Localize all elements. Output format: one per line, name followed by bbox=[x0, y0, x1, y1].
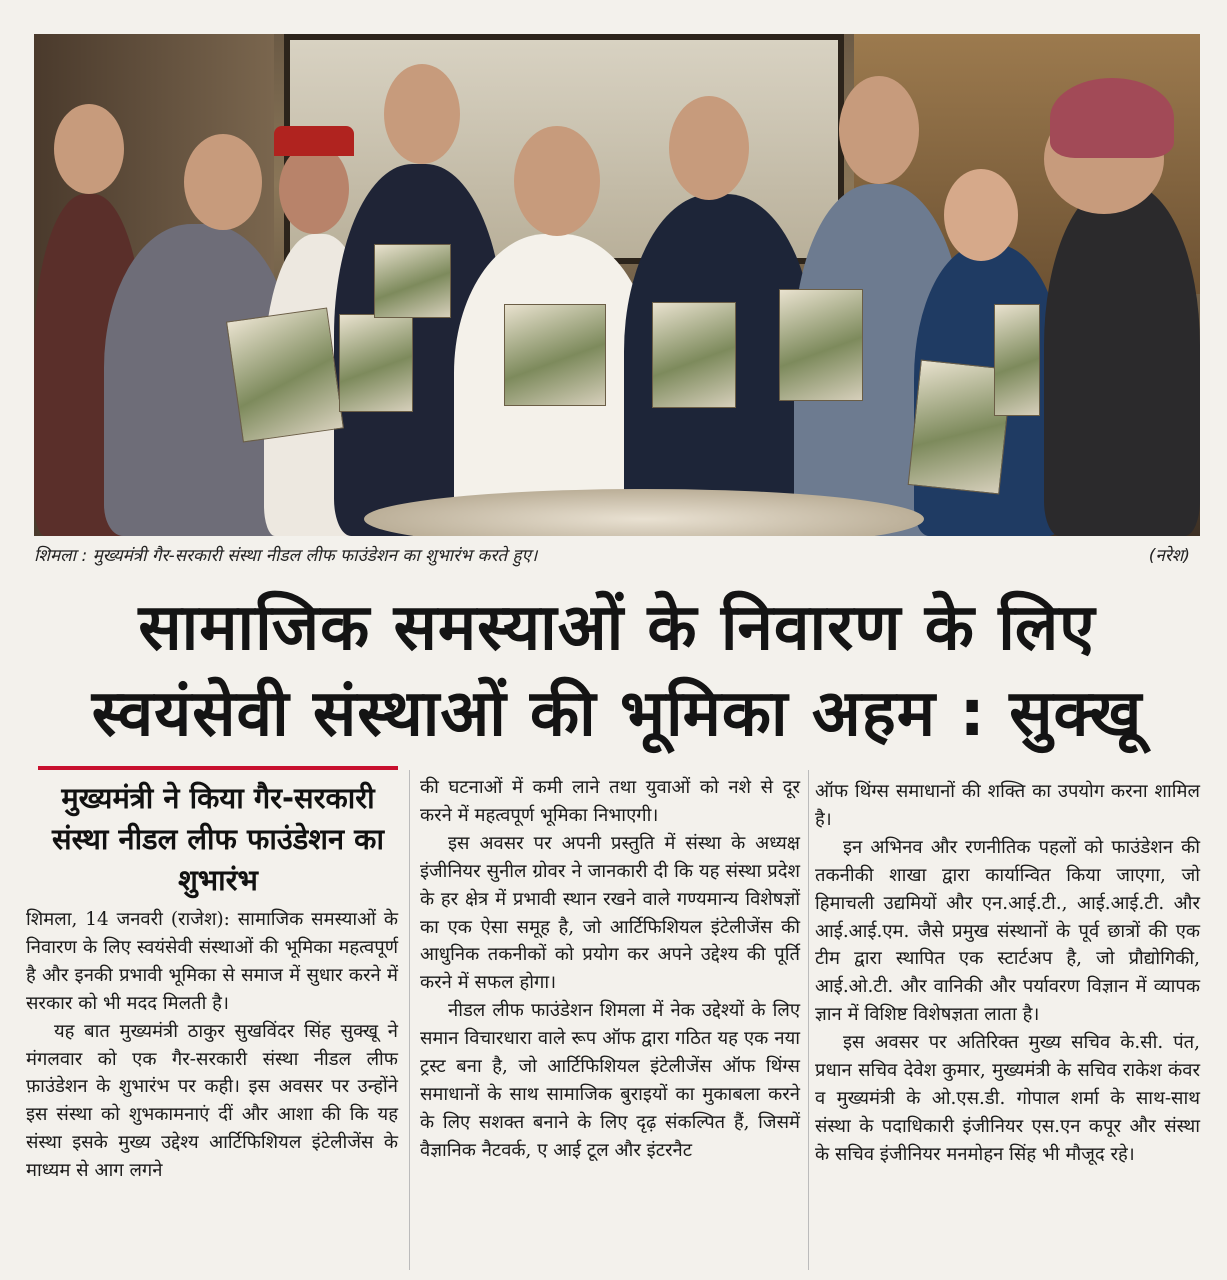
person-4-head bbox=[384, 64, 460, 164]
himachali-cap bbox=[274, 126, 354, 156]
person-3-head bbox=[279, 144, 349, 234]
book-2 bbox=[339, 314, 413, 412]
photo-credit: (नरेश) bbox=[1148, 545, 1190, 566]
news-photo bbox=[34, 34, 1200, 536]
paragraph: इस अवसर पर अतिरिक्त मुख्य सचिव के.सी. पंत, प्रधान सचिव देवेश कुमार, मुख्यमंत्री के सचिव राकेश कंवर व मुख्यमंत्री के ओ.एस.डी. गोपाल शर्मा के साथ-साथ संस्था के पदाधिकारी इंजीनियर एस.एन कपूर और संस्था के सचिव इंजीनियर मनमोहन सिंह भी मौजूद रहे। bbox=[815, 1032, 1200, 1165]
photo-caption: शिमला : मुख्यमंत्री गैर-सरकारी संस्था नीडल लीफ फाउंडेशन का शुभारंभ करते हुए। bbox=[34, 545, 538, 566]
photo-caption-row bbox=[34, 540, 1200, 568]
paragraph: की घटनाओं में कमी लाने तथा युवाओं को नशे से दूर करने में महत्वपूर्ण भूमिका निभाएगी। bbox=[420, 777, 800, 826]
book-6 bbox=[779, 289, 863, 401]
article-column-1 bbox=[26, 906, 398, 1185]
paragraph: शिमला, 14 जनवरी (राजेश): सामाजिक समस्याओं के निवारण के लिए स्वयंसेवी संस्थाओं की भूमिका महत्वपूर्ण है और इनकी प्रभावी भूमिका से समाज में सुधार करने में सरकार को भी मदद मिलती है। bbox=[26, 909, 398, 1014]
book-3 bbox=[374, 244, 451, 318]
subhead-rule bbox=[38, 766, 398, 770]
book-5 bbox=[652, 302, 736, 408]
person-6-head bbox=[669, 96, 749, 200]
column-divider bbox=[409, 770, 410, 1270]
person-9 bbox=[1044, 184, 1200, 536]
person-2-head bbox=[184, 134, 262, 230]
turban bbox=[1050, 78, 1174, 158]
headline bbox=[34, 585, 1200, 757]
person-5-head bbox=[514, 126, 600, 236]
paragraph: यह बात मुख्यमंत्री ठाकुर सुखविंदर सिंह सुक्खू ने मंगलवार को एक गैर-सरकारी संस्था नीडल लीफ फ़ाउंडेशन के शुभारंभ पर कही। इस अवसर पर उन्होंने इस संस्था को शुभकामनाएं दीं और आशा की कि यह संस्था इसके मुख्य उद्देश्य आर्टिफिशियल इंटेलीजेंस के माध्यम से आग लगने bbox=[26, 1020, 398, 1182]
headline-line-1: सामाजिक समस्याओं के निवारण के लिए bbox=[138, 591, 1096, 665]
headline-line-2: स्वयंसेवी संस्थाओं की भूमिका अहम : सुक्खू bbox=[91, 677, 1143, 751]
person-7-head bbox=[839, 76, 919, 184]
paragraph: ऑफ थिंग्स समाधानों की शक्ति का उपयोग करना शामिल है। bbox=[815, 781, 1200, 830]
paragraph: इन अभिनव और रणनीतिक पहलों को फाउंडेशन की तकनीकी शाखा द्वारा कार्यान्वित किया जाएगा, जो हिमाचली उद्यमियों और एन.आई.टी., आई.आई.टी. और आई.आई.एम. जैसे प्रमुख संस्थानों के पूर्व छात्रों की एक टीम द्वारा स्थापित एक स्टार्टअप है, जो प्रौद्योगिकी, आई.ओ.टी. और वानिकी और पर्यावरण विज्ञान में व्यापक ज्ञान में विशिष्ट विशेषज्ञता लाता है। bbox=[815, 836, 1200, 1026]
article-column-2 bbox=[420, 774, 800, 1165]
book-4 bbox=[504, 304, 606, 406]
book-1 bbox=[226, 307, 344, 442]
column-divider bbox=[808, 770, 809, 1270]
subhead: मुख्यमंत्री ने किया गैर-सरकारी संस्था नीडल लीफ फाउंडेशन का शुभारंभ bbox=[52, 781, 384, 897]
paragraph: नीडल लीफ फाउंडेशन शिमला में नेक उद्देश्यों के लिए समान विचारधारा वाले रूप ऑफ द्वारा गठित यह एक नया ट्रस्ट बना है, जो आर्टिफिशियल इंटेलीजेंस ऑफ थिंग्स समाधानों के साथ सामाजिक बुराइयों का मुकाबला करने के लिए सशक्त बनाने के लिए दृढ़ संकल्पित हैं, जिसमें वैज्ञानिक नैटवर्क, ए आई टूल और इंटरनैट bbox=[420, 1000, 800, 1161]
book-8 bbox=[994, 304, 1040, 416]
paragraph: इस अवसर पर अपनी प्रस्तुति में संस्था के अध्यक्ष इंजीनियर सुनील ग्रोवर ने जानकारी दी कि यह संस्था प्रदेश के हर क्षेत्र में प्रभावी स्थान रखने वाले गण्यमान्य विशेषज्ञों का एक ऐसा समूह है, जो आर्टिफिशियल इंटेलीजेंस की आधुनिक तकनीकों को प्रयोग कर अपने उद्देश्य की पूर्ति करने में सफल होगा। bbox=[420, 832, 800, 994]
article-column-3 bbox=[815, 778, 1200, 1169]
person-1-head bbox=[54, 104, 124, 194]
person-8-head bbox=[944, 169, 1018, 261]
